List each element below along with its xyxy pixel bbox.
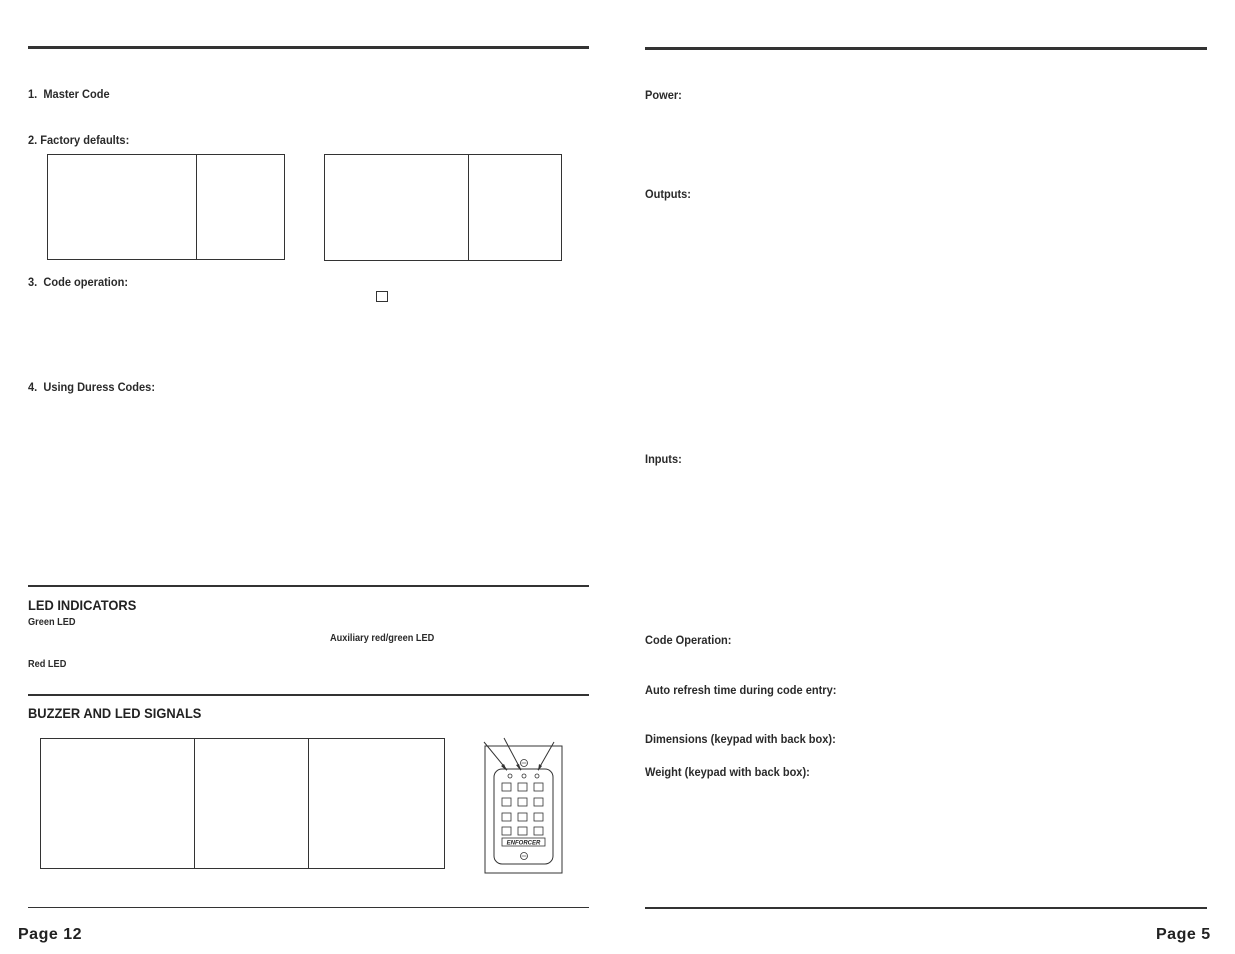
led-section-rule (28, 585, 589, 587)
item-using-duress-codes: 4. Using Duress Codes: (28, 380, 156, 394)
led-icon (522, 774, 526, 778)
dimensions-label: Dimensions (keypad with back box): (645, 732, 836, 746)
inputs-label: Inputs: (645, 452, 682, 466)
right-bottom-rule (645, 907, 1207, 909)
led-indicators-heading: LED INDICATORS (28, 597, 137, 613)
buzzer-heading: BUZZER AND LED SIGNALS (28, 705, 202, 721)
table-divider (468, 155, 469, 260)
led-icon (535, 774, 539, 778)
weight-label: Weight (keypad with back box): (645, 765, 810, 779)
left-page-number: Page 12 (18, 926, 82, 943)
item-factory-defaults: 2. Factory defaults: (28, 133, 130, 147)
red-led-label: Red LED (28, 659, 67, 670)
table-divider (196, 155, 197, 259)
outputs-label: Outputs: (645, 187, 691, 201)
buzzer-section-rule (28, 694, 589, 696)
factory-defaults-table-1 (47, 154, 285, 260)
item-code-operation: 3. Code operation: (28, 275, 128, 289)
table-divider (194, 739, 195, 868)
brand-logo: ENFORCER (506, 840, 541, 847)
item-master-code: 1. Master Code (28, 87, 110, 101)
power-label: Power: (645, 88, 682, 102)
left-top-rule (28, 46, 589, 49)
right-page-number: Page 5 (1156, 926, 1211, 943)
right-top-rule (645, 47, 1207, 50)
buzzer-signals-table (40, 738, 445, 869)
auto-refresh-label: Auto refresh time during code entry: (645, 683, 837, 697)
code-operation-label: Code Operation: (645, 633, 732, 647)
led-icon (508, 774, 512, 778)
factory-defaults-table-2 (324, 154, 562, 261)
left-bottom-rule (28, 907, 589, 908)
checkbox-square-icon (376, 291, 388, 302)
green-led-label: Green LED (28, 617, 76, 628)
keypad-illustration (478, 736, 570, 878)
auxiliary-led-label: Auxiliary red/green LED (330, 633, 435, 644)
table-divider (308, 739, 309, 868)
